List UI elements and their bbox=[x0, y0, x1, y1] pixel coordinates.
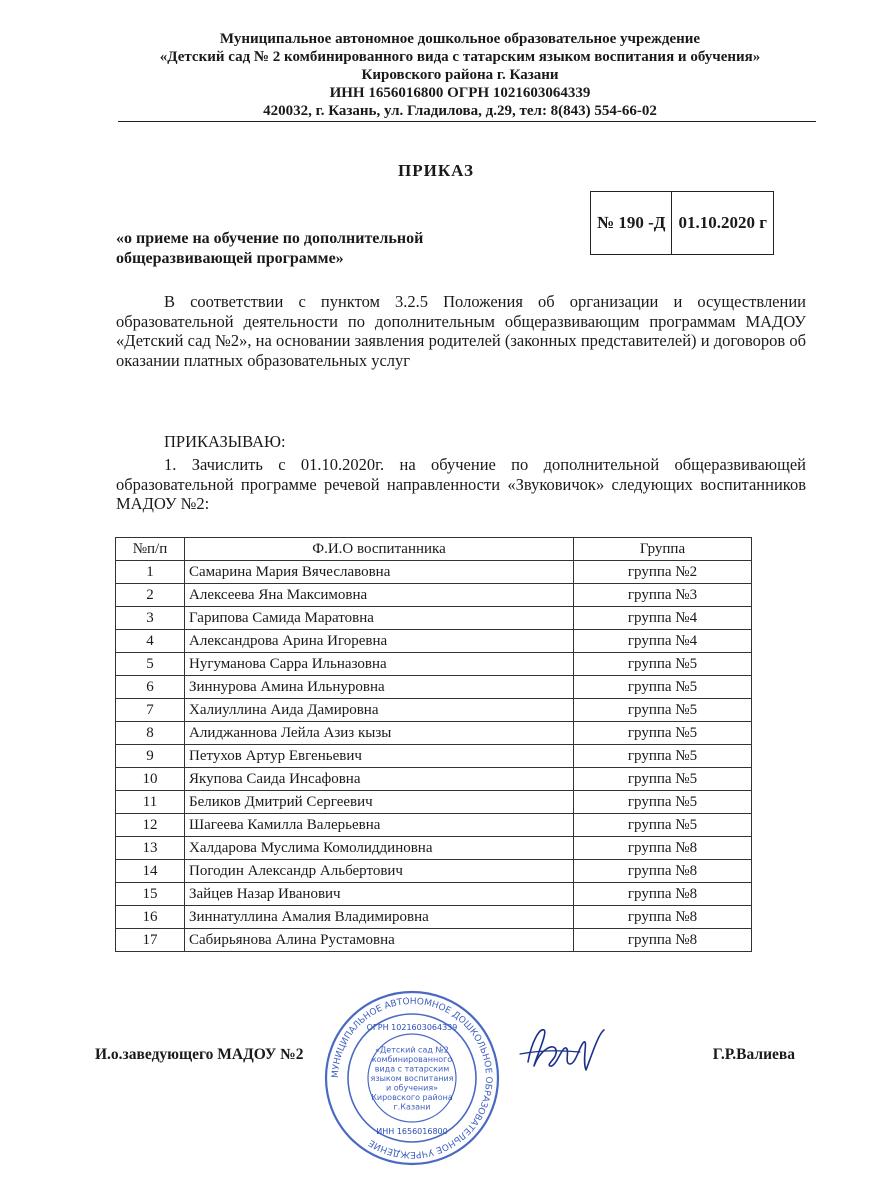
row-number: 4 bbox=[116, 630, 185, 653]
student-name: Алексеева Яна Максимовна bbox=[185, 584, 574, 607]
stamp-center-line: «Детский сад №2 bbox=[375, 1045, 449, 1055]
student-name: Погодин Александр Альбертович bbox=[185, 860, 574, 883]
stamp-center-line: Кировского района bbox=[371, 1093, 453, 1102]
handwritten-signature bbox=[510, 1020, 620, 1080]
row-number: 5 bbox=[116, 653, 185, 676]
row-number: 16 bbox=[116, 906, 185, 929]
student-name: Александрова Арина Игоревна bbox=[185, 630, 574, 653]
order-subject-line-1: «о приеме на обучение по дополнительной bbox=[116, 230, 424, 247]
student-group: группа №4 bbox=[574, 630, 752, 653]
order-number: № 190 -Д bbox=[591, 192, 672, 255]
student-name: Халиуллина Аида Дамировна bbox=[185, 699, 574, 722]
table-row bbox=[116, 883, 752, 906]
item-1-text: 1. Зачислить с 01.10.2020г. на обучение по дополнительной общеразвивающей образовательной программе речевой направленности «Звуковичок» следующих воспитанников МАДОУ №2: bbox=[116, 455, 806, 513]
student-group: группа №5 bbox=[574, 722, 752, 745]
stamp-center-line: вида с татарским bbox=[374, 1064, 450, 1074]
table-row bbox=[116, 584, 752, 607]
student-name: Якупова Саида Инсафовна bbox=[185, 768, 574, 791]
row-number: 9 bbox=[116, 745, 185, 768]
order-date: 01.10.2020 г bbox=[672, 192, 773, 255]
table-row bbox=[116, 768, 752, 791]
student-group: группа №5 bbox=[574, 814, 752, 837]
preamble-paragraph bbox=[116, 292, 806, 370]
order-number-box bbox=[590, 191, 774, 255]
students-table bbox=[115, 537, 752, 952]
student-group: группа №5 bbox=[574, 745, 752, 768]
student-group: группа №4 bbox=[574, 607, 752, 630]
stamp-center-line: г.Казани bbox=[393, 1102, 431, 1112]
letterhead bbox=[100, 30, 820, 120]
item-1-paragraph bbox=[116, 455, 806, 514]
table-row bbox=[116, 929, 752, 952]
table-row bbox=[116, 676, 752, 699]
table-row bbox=[116, 745, 752, 768]
order-subject bbox=[116, 229, 536, 269]
row-number: 14 bbox=[116, 860, 185, 883]
student-name: Гарипова Самида Маратовна bbox=[185, 607, 574, 630]
order-word: ПРИКАЗЫВАЮ: bbox=[164, 432, 286, 451]
letterhead-line-3: Кировского района г. Казани bbox=[361, 67, 559, 83]
order-subject-line-2: общеразвивающей программе» bbox=[116, 250, 344, 267]
student-group: группа №5 bbox=[574, 791, 752, 814]
student-name: Алиджаннова Лейла Азиз кызы bbox=[185, 722, 574, 745]
header-group: Группа bbox=[574, 538, 752, 561]
student-name: Петухов Артур Евгеньевич bbox=[185, 745, 574, 768]
row-number: 17 bbox=[116, 929, 185, 952]
student-name: Нугуманова Сарра Ильназовна bbox=[185, 653, 574, 676]
table-row bbox=[116, 630, 752, 653]
letterhead-line-4: ИНН 1656016800 ОГРН 1021603064339 bbox=[329, 85, 591, 101]
letterhead-line-2: «Детский сад № 2 комбинированного вида с татарским языком воспитания и обучения» bbox=[159, 49, 761, 65]
row-number: 3 bbox=[116, 607, 185, 630]
letterhead-line-1: Муниципальное автономное дошкольное образовательное учреждение bbox=[219, 31, 701, 47]
student-group: группа №5 bbox=[574, 699, 752, 722]
table-row bbox=[116, 791, 752, 814]
row-number: 15 bbox=[116, 883, 185, 906]
student-name: Беликов Дмитрий Сергеевич bbox=[185, 791, 574, 814]
table-row bbox=[116, 860, 752, 883]
student-group: группа №8 bbox=[574, 883, 752, 906]
table-row bbox=[116, 607, 752, 630]
table-row bbox=[116, 837, 752, 860]
row-number: 6 bbox=[116, 676, 185, 699]
student-group: группа №8 bbox=[574, 906, 752, 929]
student-name: Зайцев Назар Иванович bbox=[185, 883, 574, 906]
row-number: 13 bbox=[116, 837, 185, 860]
student-group: группа №8 bbox=[574, 837, 752, 860]
stamp-center-line: языком воспитания bbox=[370, 1074, 454, 1083]
order-word-paragraph bbox=[116, 432, 806, 452]
table-row bbox=[116, 722, 752, 745]
official-stamp bbox=[322, 988, 502, 1168]
table-row bbox=[116, 814, 752, 837]
student-name: Шагеева Камилла Валерьевна bbox=[185, 814, 574, 837]
row-number: 2 bbox=[116, 584, 185, 607]
row-number: 8 bbox=[116, 722, 185, 745]
student-group: группа №5 bbox=[574, 676, 752, 699]
stamp-ogrn: ОГРН 1021603064339 bbox=[366, 1023, 458, 1032]
stamp-outer-text: МУНИЦИПАЛЬНОЕ АВТОНОМНОЕ ДОШКОЛЬНОЕ ОБРАЗОВАТЕЛЬНОЕ УЧРЕЖДЕНИЕ bbox=[330, 996, 494, 1160]
table-body bbox=[116, 561, 752, 952]
row-number: 12 bbox=[116, 814, 185, 837]
table-row bbox=[116, 561, 752, 584]
student-group: группа №2 bbox=[574, 561, 752, 584]
student-name: Зиннурова Амина Ильнуровна bbox=[185, 676, 574, 699]
row-number: 10 bbox=[116, 768, 185, 791]
table-row bbox=[116, 906, 752, 929]
preamble-text: В соответствии с пунктом 3.2.5 Положения об организации и осуществлении образовательной деятельности по дополнительным общеразвивающим программам МАДОУ «Детский сад №2», на основании заявления родителей (законных представителей) и договоров об оказании платных образовательных услуг bbox=[116, 292, 806, 370]
student-name: Сабирьянова Алина Рустамовна bbox=[185, 929, 574, 952]
stamp-inn: ИНН 1656016800 bbox=[376, 1127, 448, 1136]
student-group: группа №8 bbox=[574, 929, 752, 952]
signatory-name: Г.Р.Валиева bbox=[712, 1046, 795, 1063]
letterhead-line-5: 420032, г. Казань, ул. Гладилова, д.29, тел: 8(843) 554-66-02 bbox=[263, 103, 657, 119]
table-row bbox=[116, 699, 752, 722]
header-name: Ф.И.О воспитанника bbox=[185, 538, 574, 561]
student-group: группа №3 bbox=[574, 584, 752, 607]
table-header-row bbox=[116, 538, 752, 561]
student-name: Самарина Мария Вячеславовна bbox=[185, 561, 574, 584]
letterhead-divider bbox=[118, 121, 816, 122]
header-number: №п/п bbox=[116, 538, 185, 561]
row-number: 1 bbox=[116, 561, 185, 584]
student-group: группа №5 bbox=[574, 653, 752, 676]
student-name: Халдарова Муслима Комолиддиновна bbox=[185, 837, 574, 860]
row-number: 7 bbox=[116, 699, 185, 722]
stamp-center-line: комбинированного bbox=[371, 1055, 453, 1064]
student-name: Зиннатуллина Амалия Владимировна bbox=[185, 906, 574, 929]
table-row bbox=[116, 653, 752, 676]
signatory-role: И.о.заведующего МАДОУ №2 bbox=[95, 1046, 304, 1063]
student-group: группа №5 bbox=[574, 768, 752, 791]
student-group: группа №8 bbox=[574, 860, 752, 883]
document-title: ПРИКАЗ bbox=[398, 161, 474, 180]
stamp-center-line: и обучения» bbox=[385, 1083, 439, 1093]
row-number: 11 bbox=[116, 791, 185, 814]
